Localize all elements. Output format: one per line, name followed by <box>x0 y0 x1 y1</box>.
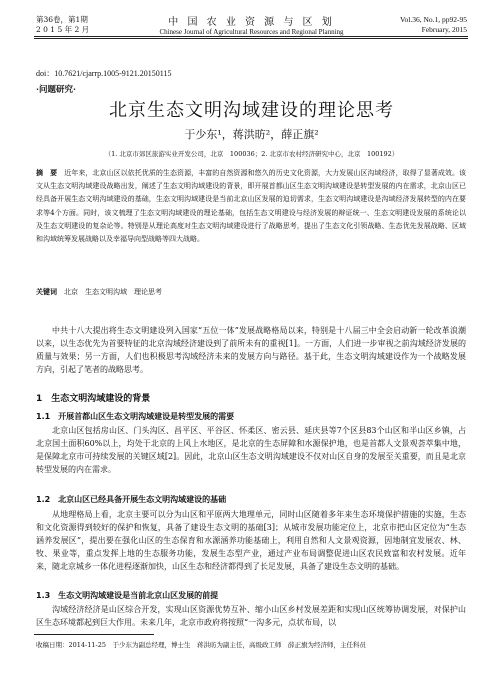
column-label: ·问题研究· <box>36 85 76 95</box>
date-cn: 2 0 1 5 年 2 月 <box>36 25 90 34</box>
page-title: 北京生态文明沟域建设的理论思考 <box>109 100 394 121</box>
abstract-label: 摘 要 <box>36 169 58 177</box>
section-1-1-text: 北京山区包括房山区、门头沟区、昌平区、平谷区、怀柔区、密云县、延庆县等7个区县83个山区和半山区乡镇，占北京国土面积60%以上，均处于北京的上风上水地区，是北京的生态屏障和水源保护地，也是首都人文景观荟萃集中地，是保障北京市可持续发展的关键区域[2]。因此，北京山区生态文明沟域建设不仅对山区自身的发展至关重要，而且是北京转型发展的内在需求。 <box>36 426 466 474</box>
section-1-3-text: 沟域经济经济是山区综合开发，实现山区资源优势互补、缩小山区乡村发展差距和实现山区统筹协调发展，对保护山区生态环境都起到巨大作用。未来几年，北京市政府将按照“一沟多元，点状布局，以 <box>36 605 466 627</box>
section-1-2-heading: 1.2 北京山区已经具备开展生态文明沟域建设的基础 <box>36 495 227 504</box>
date-en: February, 2015 <box>421 25 467 34</box>
intro-paragraph: 中共十八大提出将生态文明建设列入国家“五位一体”发展战略格局以来，特别是十八届三中全会启动新一轮改革浪潮以来，以生态优先为首要特征的北京沟域经济建设到了前所未有的重视[1]。一方面，人们进一步审视之前沟域经济发展的质量与效果；另一方面，人们也积极思考沟域经济未来的发展方向与路径。基于此，生态文明沟域建设作为一个战略发展方向，引起了笔者的战略思考。 <box>36 326 466 374</box>
journal-title-en: Chinese Journal of Agricultural Resources and Regional Planning <box>159 28 344 36</box>
journal-title-cn: 中 国 农 业 资 源 与 区 划 <box>168 17 335 28</box>
authors: 于少东¹，蒋洪昉²，薛正旗² <box>184 128 319 141</box>
section-1-3-heading: 1.3 生态文明沟域建设是当前北京山区发展的前提 <box>36 591 219 600</box>
keywords <box>36 287 162 297</box>
footnote: 收稿日期：2014-11-25 于少东为副总经理，博士生 蒋洪昉为副主任，高级政工师 薛正旗为经济师，主任科员 <box>36 641 366 649</box>
section-1-1-heading: 1.1 开展首都山区生态文明沟域建设是转型发展的需要 <box>36 412 235 421</box>
volume-cn: 第36卷，第1期 <box>36 15 88 24</box>
volume-en: Vol.36, No.1, pp92-95 <box>400 15 467 24</box>
doi: doi：10.7621/cjarrp.1005-9121.20150115 <box>36 69 172 78</box>
footnote-rule <box>34 634 154 635</box>
header-rule-2 <box>34 38 468 39</box>
affiliation: （1. 北京市郊区旅游实业开发公司，北京 100036；2. 北京市农村经济研究中心，北京 100192） <box>104 150 399 158</box>
abstract <box>36 167 466 246</box>
header-rule <box>34 36 468 37</box>
header-right <box>400 15 467 35</box>
abstract-text: 近年来，北京山区以依托优质的生态资源，丰富的自然资源和悠久的历史文化资源，大力发展山区沟域经济，取得了显著成效。该文从生态文明沟域建设战略出发，阐述了生态文明沟域建设的背景，即开展首都山区生态文明沟域建设是转型发展的内在需求，北京山区已经具备开展生态文明沟域建设的基础，生态文明沟域建设是当前北京山区发展的迫切需求，生态文明沟域建设是沟域经济发展转型的内在要求等4个方面。同时，该文梳理了生态文明沟域建设的理论基础，包括生态文明建设与经济发展的辩证统一、生态文明建设发展的系统论以及生态文明建设的复杂论等。特别是从理论高度对生态文明沟域建设进行了战略思考，提出了生态文化引领战略、生态优先发展战略、区域和沟域统筹发展战略以及幸福导向型战略等四大战略。 <box>36 169 467 244</box>
section-1-2-text: 从地理格局上看，北京主要可以分为山区和平原两大地理单元，同时山区随着多年来生态环境保护措施的实施，生态和文化资源得到较好的保护和恢复，具备了建设生态文明的基础[3]；从城市发展功能定位上，北京市把山区定位为“生态涵养发展区”，提出要在强化山区的生态保育和水源涵养功能基础上，利用自然和人文景观资源，因地制宜发展农、林、牧、果业等，重点发挥上地的生态服务功能，发展生态型产业，通过产业布局调整促进山区农民致富和农村发展。近年来，随北京城乡一体化进程逐渐加快，山区生态和经济都得到了长足发展，具备了建设生态文明的基础。 <box>36 510 466 571</box>
keywords-label: 关键词 <box>36 288 57 296</box>
section-1-heading: 1 生态文明沟域建设的背景 <box>36 394 151 404</box>
keywords-text: 北京 生态文明沟域 理论思考 <box>64 288 162 296</box>
